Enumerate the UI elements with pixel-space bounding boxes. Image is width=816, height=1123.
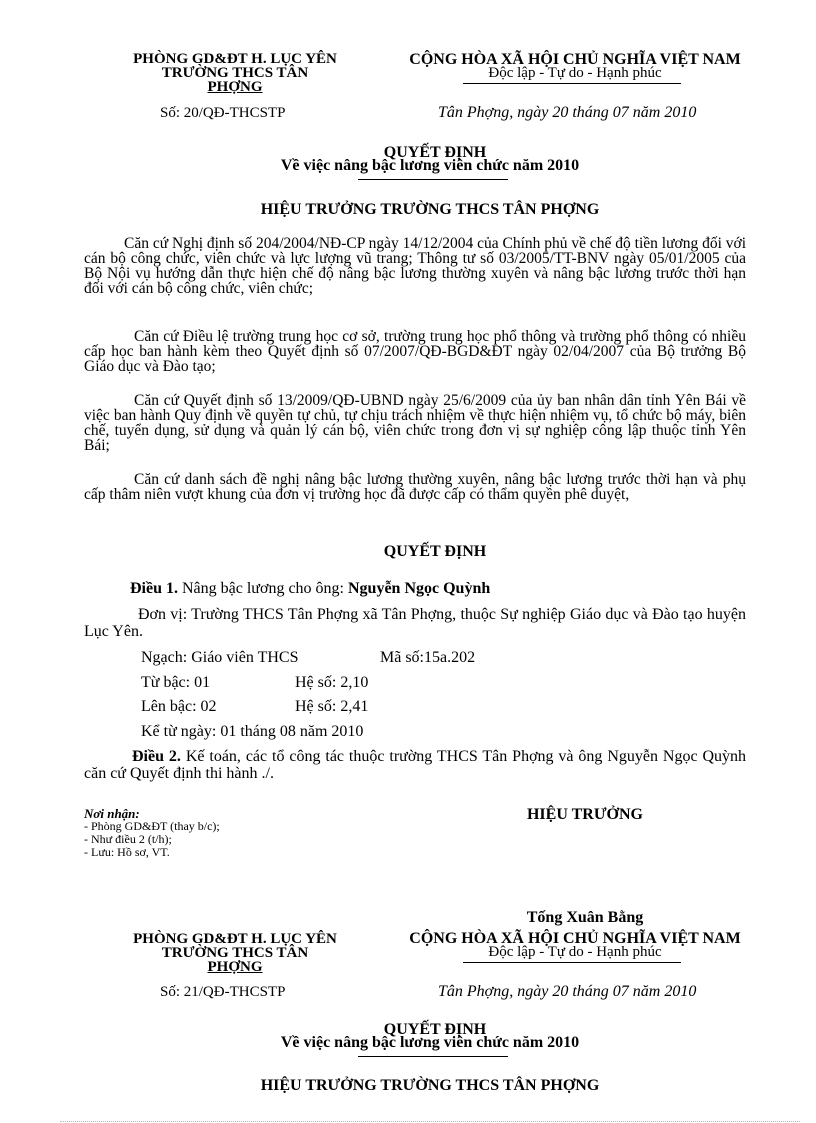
rank-label: Ngạch: Giáo viên THCS <box>141 649 299 666</box>
doc-type-title: QUYẾT ĐỊNH <box>383 144 487 161</box>
page-break-line <box>60 1121 800 1122</box>
article-1-text: Nâng bậc lương cho ông: <box>182 580 344 597</box>
motto-underline <box>463 83 681 84</box>
org-line-2: TRƯỜNG THCS TÂN <box>161 945 309 961</box>
national-title: CỘNG HÒA XÃ HỘI CHỦ NGHĨA VIỆT NAM <box>409 51 741 68</box>
org-line-3: PHỢNG <box>207 959 263 975</box>
from-grade: Từ bậc: 01 <box>141 674 211 691</box>
basis-paragraph-4: Căn cứ danh sách đề nghị nâng bậc lương thường xuyên, nâng bậc lương trước thời hạn và phụ cấp thâm niên vượt khung của đơn vị trường học đã được cấp có thẩm quyền phê duyệt, <box>84 471 746 503</box>
doc-subject: Về việc nâng bậc lương viên chức năm 2010 <box>280 157 580 174</box>
basis-paragraph-3: Căn cứ Quyết định số 13/2009/QĐ-UBND ngày 25/6/2009 của ủy ban nhân dân tỉnh Yên Bái về việc ban hành Quy định về quyền tự chủ, tự chịu trách nhiệm về thực hiện nhiệm vụ, tổ chức bộ máy, biên chế, tuyển dụng, sử dụng và quản lý cán bộ, viên chức trong đơn vị sự nghiệp công lập thuộc tỉnh Yên Bái; <box>84 392 746 454</box>
issuing-authority: HIỆU TRƯỞNG TRƯỜNG THCS TÂN PHỢNG <box>260 201 600 218</box>
recipient-3: - Lưu: Hồ sơ, VT. <box>84 845 170 859</box>
org-line-2: TRƯỜNG THCS TÂN <box>161 65 309 81</box>
article-2 <box>84 748 746 782</box>
national-motto: Độc lập - Tự do - Hạnh phúc <box>488 65 662 81</box>
effective-date: Kể từ ngày: 01 tháng 08 năm 2010 <box>141 723 364 740</box>
recipient-2: - Như điều 2 (t/h); <box>84 832 172 846</box>
article-1 <box>130 580 490 598</box>
motto-underline-2 <box>463 962 681 963</box>
issuing-authority-2: HIỆU TRƯỞNG TRƯỜNG THCS TÂN PHỢNG <box>260 1077 600 1094</box>
org-line-3: PHỢNG <box>207 79 263 95</box>
decision-number-2: Số: 21/QĐ-THCSTP <box>160 984 286 1000</box>
recipients-title: Nơi nhận: <box>84 806 140 821</box>
from-coefficient: Hệ số: 2,10 <box>295 674 369 691</box>
unit-paragraph: Đơn vị: Trường THCS Tân Phợng xã Tân Phợng, thuộc Sự nghiệp Giáo dục và Đào tạo huyện Lục Yên. <box>84 606 746 640</box>
recipient-1: - Phòng GD&ĐT (thay b/c); <box>84 819 220 833</box>
org-line-1: PHÒNG GD&ĐT H. LỤC YÊN <box>133 931 337 947</box>
subject-underline <box>358 179 508 180</box>
signer-name: Tống Xuân Bằng <box>526 909 644 926</box>
article-1-label: Điều 1. <box>130 580 178 597</box>
employee-name: Nguyễn Ngọc Quỳnh <box>347 580 491 597</box>
to-coefficient: Hệ số: 2,41 <box>295 698 369 715</box>
signer-title: HIỆU TRƯỞNG <box>526 806 643 823</box>
to-grade: Lên bậc: 02 <box>141 698 217 715</box>
subject-underline-2 <box>358 1056 508 1057</box>
basis-paragraph-2: Căn cứ Điều lệ trường trung học cơ sở, trường trung học phổ thông và trường phổ thông có nhiều cấp học ban hành kèm theo Quyết định số 07/2007/QĐ-BGD&ĐT ngày 02/04/2007 của Bộ trưởng Bộ Giáo dục và Đào tạo; <box>84 328 746 375</box>
national-title-2: CỘNG HÒA XÃ HỘI CHỦ NGHĨA VIỆT NAM <box>409 930 741 947</box>
place-date: Tân Phợng, ngày 20 tháng 07 năm 2010 <box>438 104 697 121</box>
doc-type-title-2: QUYẾT ĐỊNH <box>383 1021 487 1038</box>
article-2-label: Điều 2. <box>132 748 181 765</box>
decides-heading: QUYẾT ĐỊNH <box>383 543 487 560</box>
doc-subject-2: Về việc nâng bậc lương viên chức năm 2010 <box>280 1034 580 1051</box>
rank-code: Mã số:15a.202 <box>380 649 476 666</box>
org-line-1: PHÒNG GD&ĐT H. LỤC YÊN <box>133 51 337 67</box>
place-date-2: Tân Phợng, ngày 20 tháng 07 năm 2010 <box>438 983 697 1000</box>
article-2-text: Kế toán, các tổ công tác thuộc trường THCS Tân Phợng và ông Nguyễn Ngọc Quỳnh căn cứ Quyết định thi hành ./. <box>84 748 747 782</box>
national-motto-2: Độc lập - Tự do - Hạnh phúc <box>488 944 662 960</box>
basis-paragraph-1: Căn cứ Nghị định số 204/2004/NĐ-CP ngày 14/12/2004 của Chính phủ về chế độ tiền lương đối với cán bộ công chức, viên chức và lực lượng vũ trang; Thông tư số 03/2005/TT-BNV ngày 05/01/2005 của Bộ Nội vụ hướng dẫn thực hiện chế độ nâng bậc lương thường xuyên và nâng bậc lương trước thời hạn đối với cán bộ công chức, viên chức; <box>84 235 746 297</box>
decision-number: Số: 20/QĐ-THCSTP <box>160 105 286 121</box>
